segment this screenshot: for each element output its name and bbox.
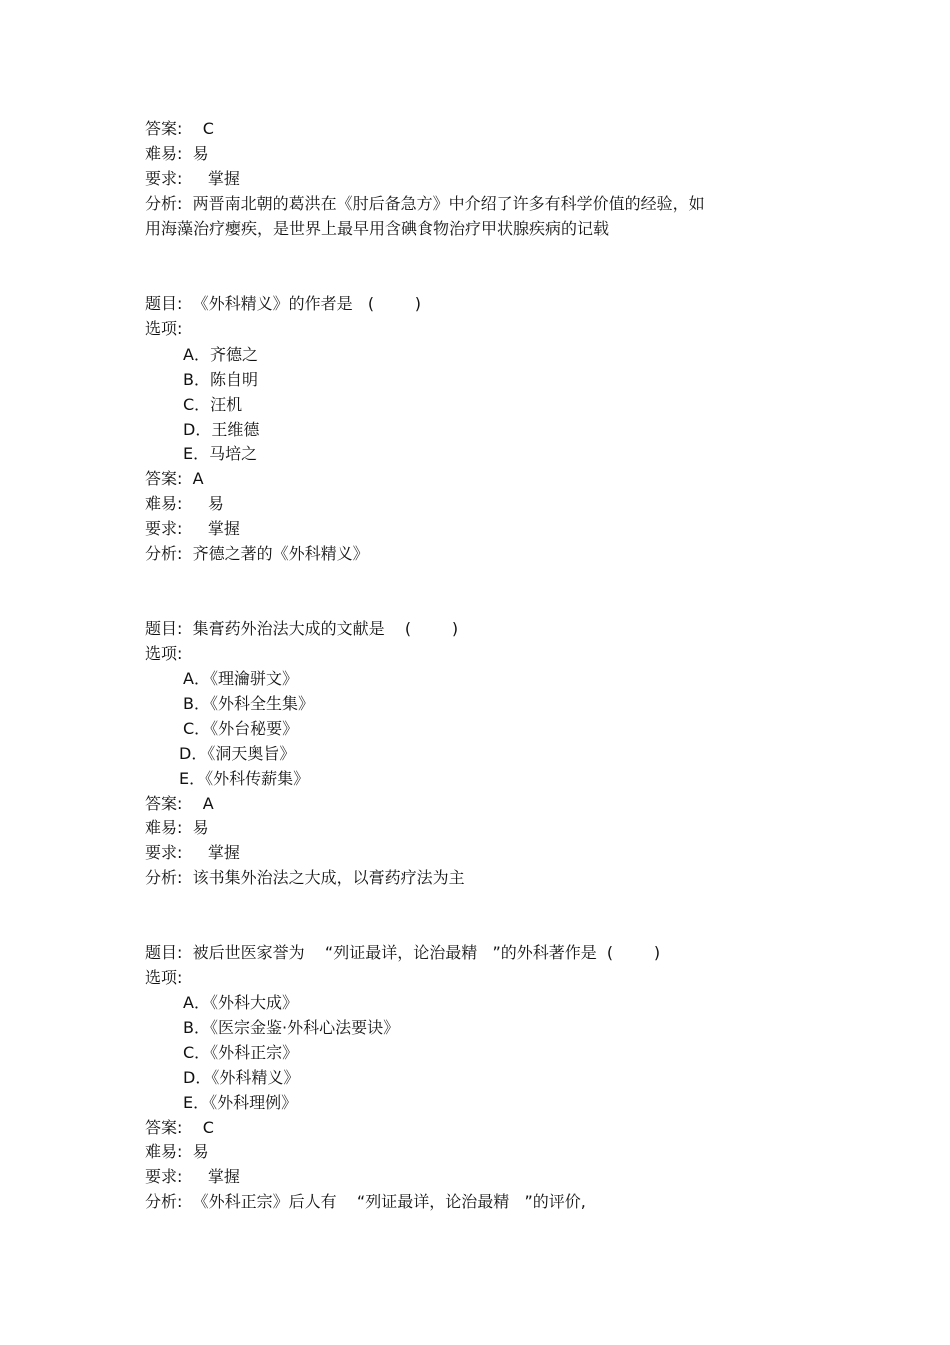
option-c: C．《外科正宗》 [183, 1043, 299, 1062]
answer-line: 答案: A [145, 794, 214, 813]
question-title: 题目: 集膏药外治法大成的文献是 ( ) [145, 619, 459, 638]
question-title: 题目: 被后世医家誉为 “列证最详，论治最精 ”的外科著作是 ( ) [145, 943, 661, 962]
option-c: C．汪机 [183, 395, 243, 414]
option-e: E．《外科传薪集》 [179, 769, 310, 788]
requirement-line: 要求: 掌握 [145, 519, 240, 538]
option-c: C．《外台秘要》 [183, 719, 299, 738]
difficulty-line: 难易: 易 [145, 818, 209, 837]
option-a: A．齐德之 [183, 345, 258, 364]
answer-line: 答案: C [145, 1118, 214, 1137]
options-label: 选项: [145, 968, 183, 987]
analysis-line: 分析: 两晋南北朝的葛洪在《肘后备急方》中介绍了许多有科学价值的经验，如 [145, 194, 705, 213]
option-b: B．陈自明 [183, 370, 258, 389]
analysis-line: 分析: 该书集外治法之大成，以膏药疗法为主 [145, 868, 465, 887]
analysis-line: 分析: 《外科正宗》后人有 “列证最详，论治最精 ”的评价, [145, 1192, 586, 1211]
option-b: B．《医宗金鉴·外科心法要诀》 [183, 1018, 400, 1037]
requirement-line: 要求: 掌握 [145, 1167, 240, 1186]
difficulty-line: 难易: 易 [145, 494, 224, 513]
answer-line: 答案: A [145, 469, 204, 488]
difficulty-line: 难易: 易 [145, 144, 209, 163]
option-d: D．《洞天奥旨》 [179, 744, 296, 763]
option-b: B．《外科全生集》 [183, 694, 314, 713]
analysis-line-continued: 用海藻治疗瘿疾，是世界上最早用含碘食物治疗甲状腺疾病的记载 [145, 219, 610, 238]
answer-line: 答案: C [145, 119, 214, 138]
requirement-line: 要求: 掌握 [145, 843, 240, 862]
option-e: E．《外科理例》 [183, 1093, 298, 1112]
options-label: 选项: [145, 319, 183, 338]
option-d: D．王维德 [183, 420, 260, 439]
requirement-line: 要求: 掌握 [145, 169, 240, 188]
difficulty-line: 难易: 易 [145, 1142, 209, 1161]
option-a: A．《外科大成》 [183, 993, 298, 1012]
option-d: D．《外科精义》 [183, 1068, 300, 1087]
analysis-line: 分析: 齐德之著的《外科精义》 [145, 544, 369, 563]
question-title: 题目: 《外科精义》的作者是 ( ) [145, 294, 421, 313]
option-e: E．马培之 [183, 444, 258, 463]
options-label: 选项: [145, 644, 183, 663]
option-a: A．《理瀹骈文》 [183, 669, 298, 688]
